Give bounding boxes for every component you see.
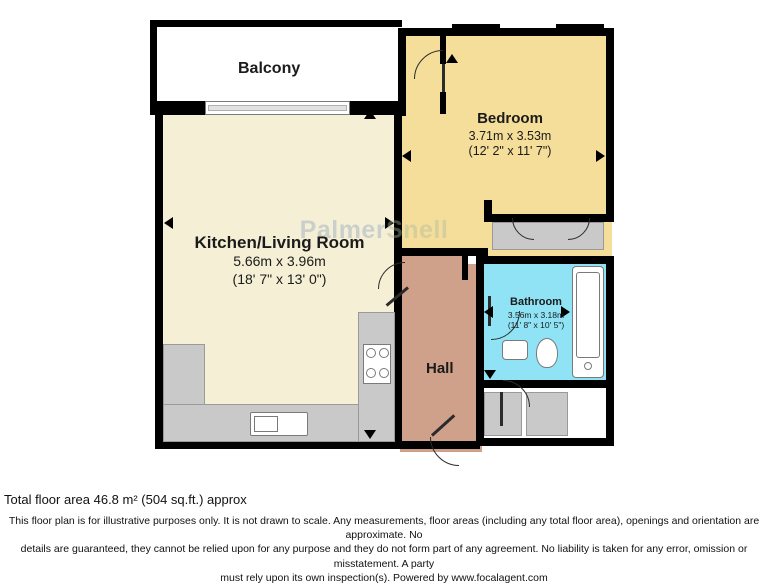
wall-bathroom-right: [606, 256, 614, 446]
label-kitchen-living-room-metric: 5.66m x 3.96m: [233, 253, 326, 270]
label-kitchen-living-room-imperial: (18' 7" x 13' 0"): [232, 270, 327, 287]
wall-bedroom-top: [398, 28, 614, 36]
wall-lower-right-bottom: [476, 438, 614, 446]
cupboard-lower-right: [526, 392, 568, 436]
arrow-bedroom-left: [402, 150, 411, 162]
label-bedroom-imperial: (12' 2" x 11' 7"): [468, 144, 552, 159]
label-bathroom-imperial: (11' 8" x 10' 5"): [507, 320, 565, 331]
wall-window-notch-left: [452, 24, 500, 29]
arrow-living-top: [364, 110, 376, 119]
kitchen-sink-basin: [254, 416, 278, 432]
toilet: [536, 338, 558, 368]
wall-lower-right-left: [476, 388, 484, 446]
wall-living-right-upper: [394, 101, 402, 261]
room-hall-upper: [400, 256, 464, 276]
total-floor-area: Total floor area 46.8 m² (504 sq.ft.) approx: [4, 492, 247, 507]
arrow-living-bottom: [364, 430, 376, 439]
wall-living-right-lower: [394, 261, 402, 449]
wall-bedroom-closet-left: [484, 200, 492, 222]
wall-bedroom-bottom: [484, 214, 614, 222]
label-kitchen-living-room: [182, 232, 377, 288]
wall-living-bottom: [155, 441, 405, 449]
arrow-living-left: [164, 217, 173, 229]
wall-living-left: [155, 101, 163, 449]
arrow-bedroom-right: [596, 150, 605, 162]
wall-bathroom-bottom: [476, 380, 614, 388]
footer: [0, 470, 768, 584]
wall-bedroom-left-stub: [398, 36, 406, 116]
label-bathroom: [486, 296, 586, 331]
arrow-bedroom-nook-top: [446, 54, 458, 63]
balcony-rail: [208, 105, 347, 111]
label-bedroom-metric: 3.71m x 3.53m: [468, 128, 552, 143]
wash-basin: [502, 340, 528, 360]
wall-bedroom-right: [606, 28, 614, 220]
label-kitchen-living-room-name: Kitchen/Living Room: [194, 233, 365, 252]
wall-bedroom-bottom-left: [398, 248, 488, 256]
watermark-part1: Palmer: [299, 215, 387, 244]
arrow-living-right: [385, 217, 394, 229]
label-bathroom-metric: 3.56m x 3.18m: [507, 309, 565, 320]
hob-ring-3: [366, 368, 376, 378]
bathtub-drain: [584, 362, 592, 370]
wall-hall-right: [476, 300, 484, 388]
label-hall: Hall: [426, 360, 454, 377]
label-bathroom-name: Bathroom: [510, 296, 562, 308]
arrow-hall-bottom: [484, 370, 496, 379]
hob-ring-2: [379, 348, 389, 358]
disclaimer: [4, 514, 764, 585]
label-balcony: Balcony: [238, 60, 301, 77]
disclaimer-line-3: must rely upon its own inspection(s). Powered by www.focalagent.com: [220, 571, 548, 584]
label-bedroom: [430, 110, 590, 160]
label-bedroom-name: Bedroom: [477, 110, 543, 127]
hob-ring-4: [379, 368, 389, 378]
watermark-part2: Snell: [386, 215, 449, 244]
hob-ring-1: [366, 348, 376, 358]
disclaimer-line-1: This floor plan is for illustrative purposes only. It is not drawn to scale. Any measurements, floor areas (including any total floor area), openings and orientation are approximate. No: [8, 515, 760, 542]
wall-window-notch-right: [556, 24, 604, 29]
wall-hall-right-upper: [462, 256, 468, 280]
door-cupboard-leaf: [500, 392, 503, 426]
wall-balcony-top: [150, 20, 402, 27]
disclaimer-line-2: details are guaranteed, they cannot be relied upon for any purpose and they do not form part of any agreement. No liability is taken for any error, omission or misstatement. A party: [20, 543, 748, 570]
wall-bathroom-top: [476, 256, 614, 264]
